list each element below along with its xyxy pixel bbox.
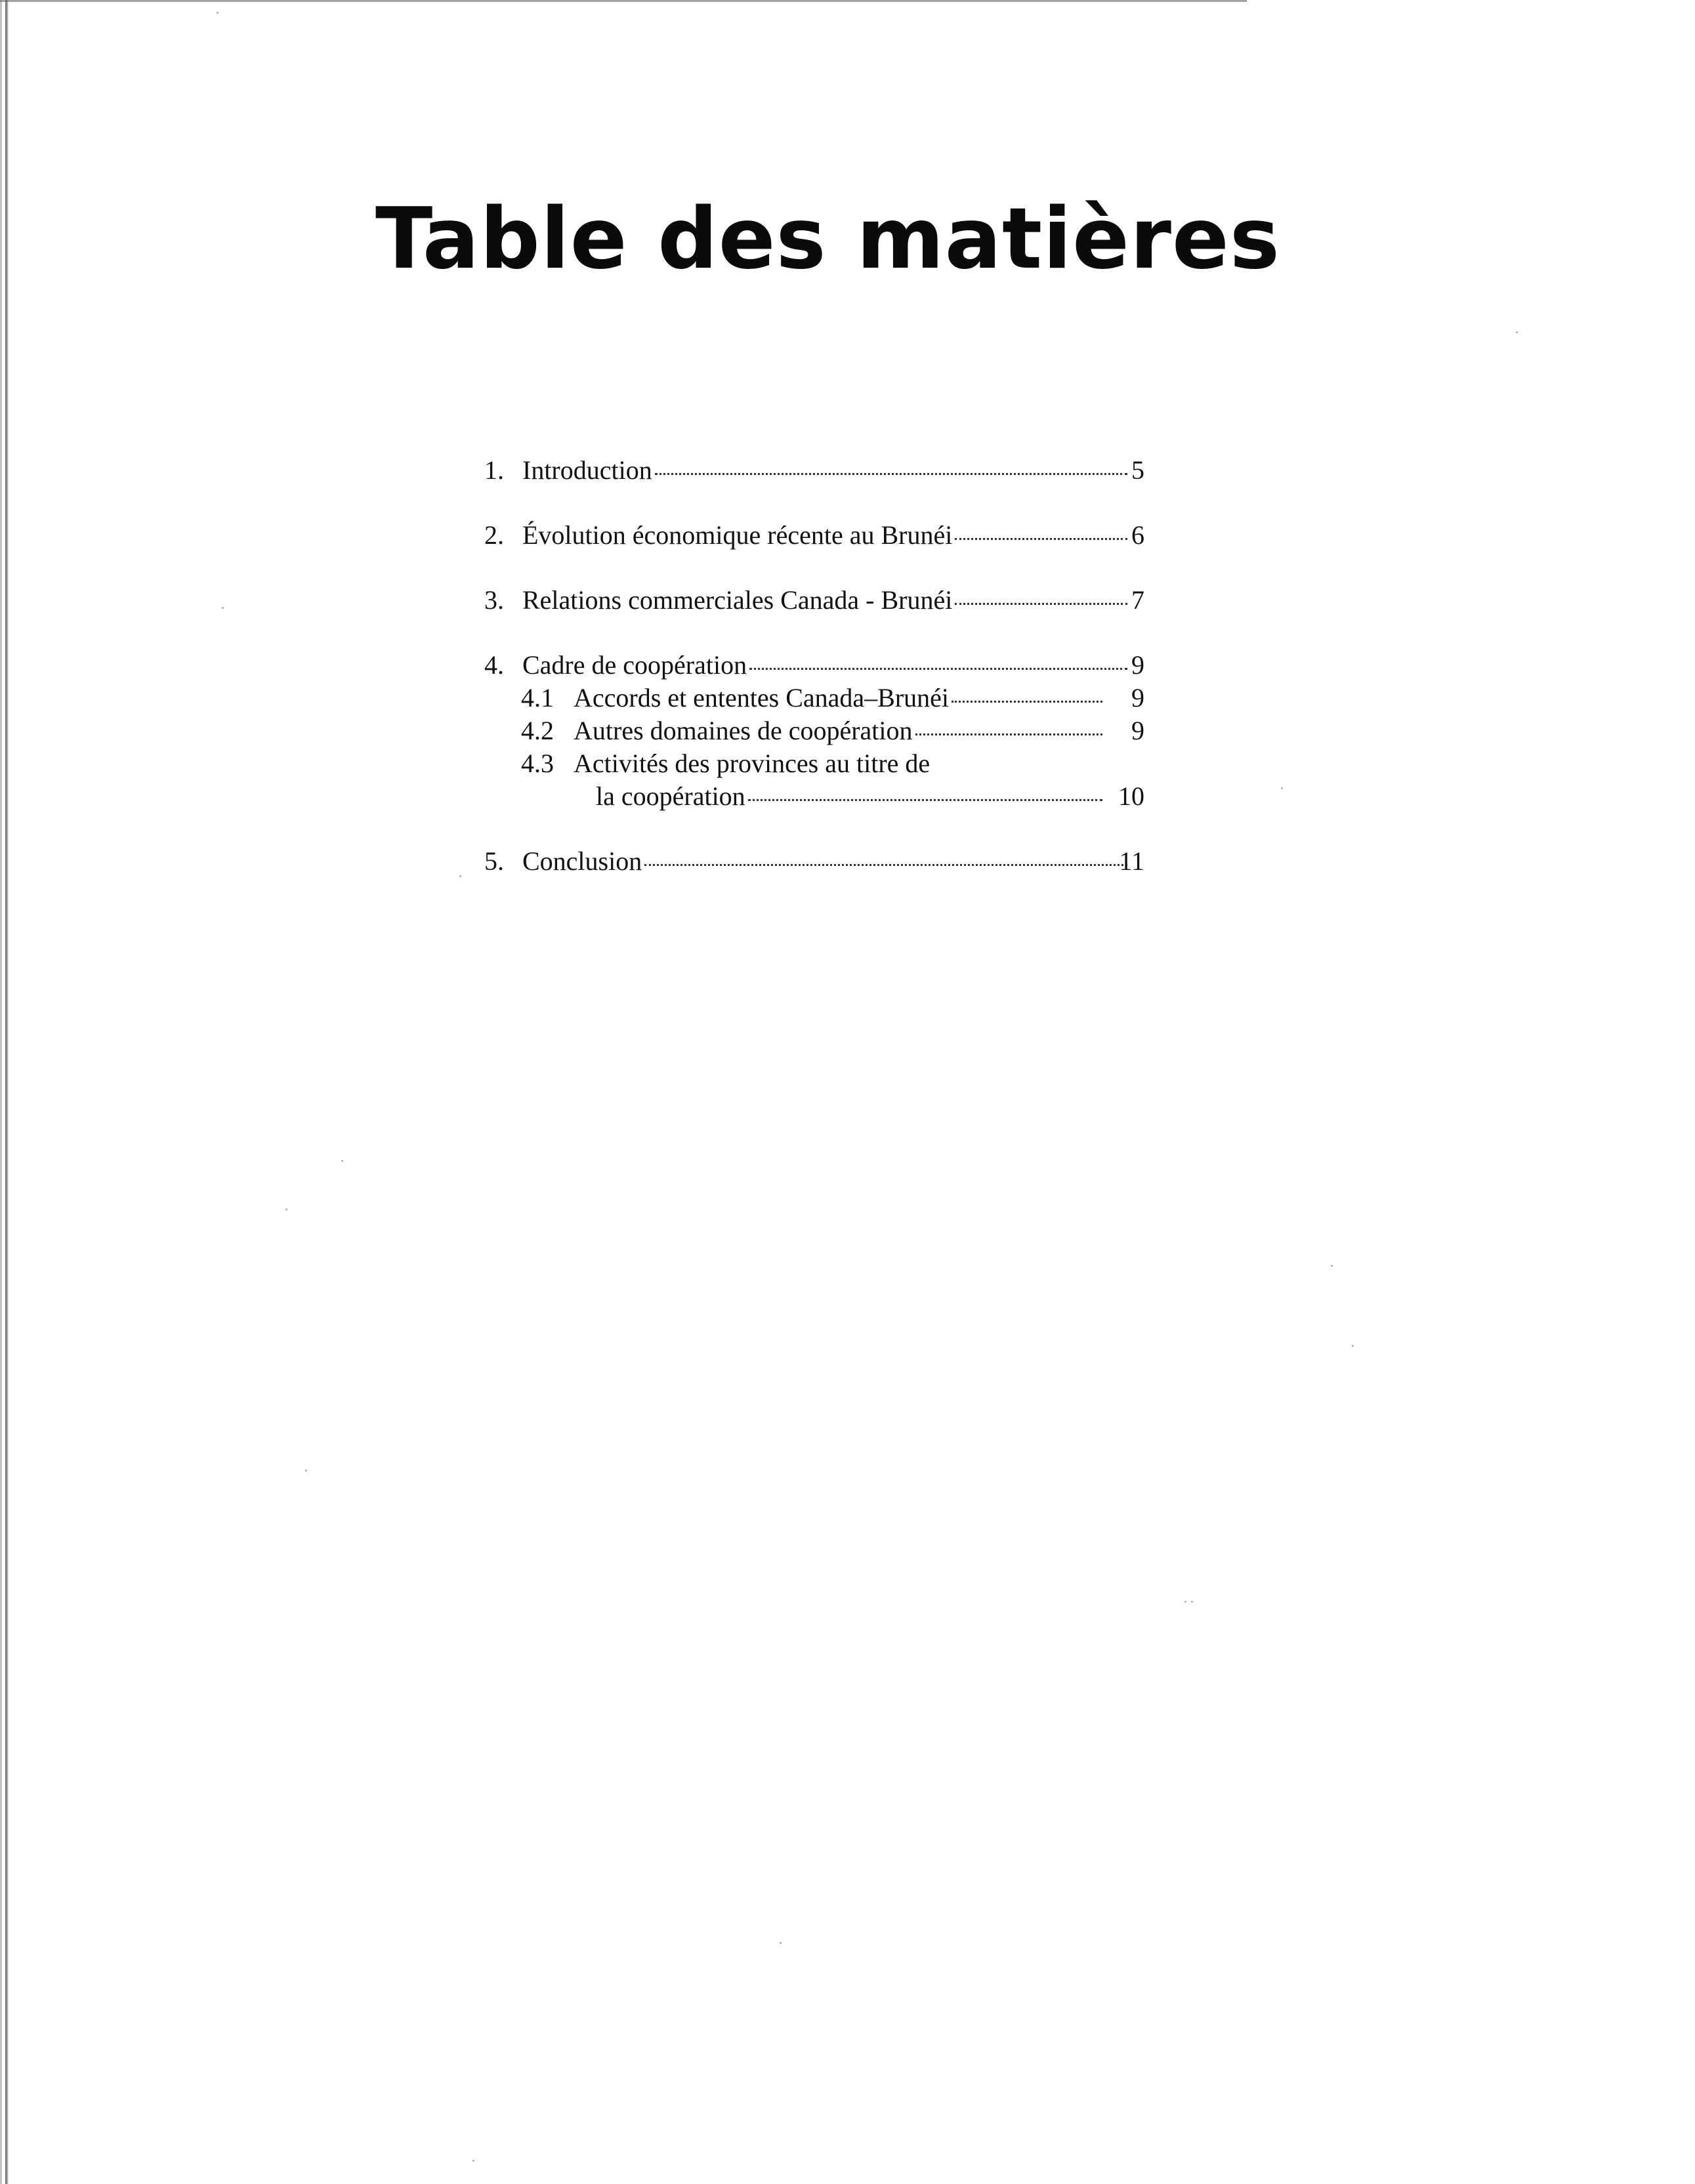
toc-entry-activites-provinces[interactable] — [484, 747, 1144, 780]
scan-speck — [1352, 1345, 1354, 1347]
toc-dot-leader — [644, 864, 1127, 866]
table-of-contents — [484, 454, 1144, 878]
scan-speck — [305, 1470, 307, 1472]
toc-entry-autres-domaines[interactable] — [484, 714, 1144, 747]
scan-speck — [1281, 787, 1283, 789]
toc-entry-accords-ententes[interactable] — [484, 682, 1144, 714]
scan-speck — [780, 1942, 782, 1944]
toc-entry-page: 10 — [1118, 781, 1144, 811]
toc-dot-leader — [748, 799, 1102, 801]
toc-entry-page: 5 — [1131, 455, 1144, 485]
toc-dot-leader — [915, 733, 1102, 735]
toc-dot-leader — [749, 668, 1127, 670]
toc-entry-evolution-economique[interactable] — [484, 519, 1144, 552]
toc-entry-label: Activités des provinces au titre de — [574, 749, 931, 778]
toc-entry-introduction[interactable] — [484, 454, 1144, 487]
toc-entry-label: Cadre de coopération — [522, 650, 747, 680]
toc-entry-number: 4. — [484, 650, 504, 680]
toc-dot-leader — [955, 538, 1127, 540]
toc-entry-label: Évolution économique récente au Brunéi — [522, 520, 953, 550]
toc-entry-relations-commerciales[interactable] — [484, 584, 1144, 617]
toc-entry-number: 1. — [484, 455, 504, 485]
page-title: Table des matières — [375, 190, 1280, 288]
scan-speck — [459, 875, 461, 877]
scan-speck — [472, 2160, 474, 2162]
scan-edge-binding — [5, 0, 9, 2184]
toc-entry-label: Autres domaines de coopération — [574, 716, 913, 745]
toc-entry-conclusion[interactable] — [484, 845, 1144, 878]
toc-entry-label-continued: la coopération — [596, 781, 745, 811]
toc-entry-label: Conclusion — [522, 846, 642, 876]
scan-speck — [285, 1208, 287, 1210]
toc-entry-page: 7 — [1131, 585, 1144, 615]
toc-dot-leader — [955, 603, 1127, 605]
toc-entry-number: 5. — [484, 846, 504, 876]
toc-entry-number: 4.2 — [521, 716, 554, 745]
toc-entry-activites-provinces-continued[interactable] — [484, 780, 1144, 813]
scan-speck — [341, 1160, 343, 1162]
toc-entry-cadre-cooperation[interactable] — [484, 649, 1144, 682]
toc-entry-number: 4.3 — [521, 749, 554, 778]
toc-entry-page: 6 — [1131, 520, 1144, 550]
toc-entry-page: 9 — [1131, 716, 1144, 745]
scan-speck — [1191, 1601, 1193, 1603]
scan-edge-shadow — [0, 0, 2, 2184]
toc-entry-label: Accords et ententes Canada–Brunéi — [574, 683, 950, 712]
toc-dot-leader — [655, 473, 1127, 475]
scan-speck — [1516, 331, 1518, 333]
toc-entry-page: 9 — [1131, 683, 1144, 712]
toc-entry-number: 2. — [484, 520, 504, 550]
toc-entry-page: 9 — [1131, 650, 1144, 680]
toc-entry-number: 4.1 — [521, 683, 554, 712]
scan-speck — [1331, 1265, 1333, 1267]
toc-dot-leader — [952, 701, 1102, 703]
scan-speck — [1184, 1601, 1186, 1603]
toc-entry-label: Relations commerciales Canada - Brunéi — [522, 585, 953, 615]
scan-speck — [222, 607, 224, 609]
scan-speck — [217, 12, 219, 14]
toc-entry-label: Introduction — [522, 455, 652, 485]
toc-entry-number: 3. — [484, 585, 504, 615]
toc-entry-page: 11 — [1119, 846, 1144, 876]
scan-edge-top — [0, 0, 1247, 2]
